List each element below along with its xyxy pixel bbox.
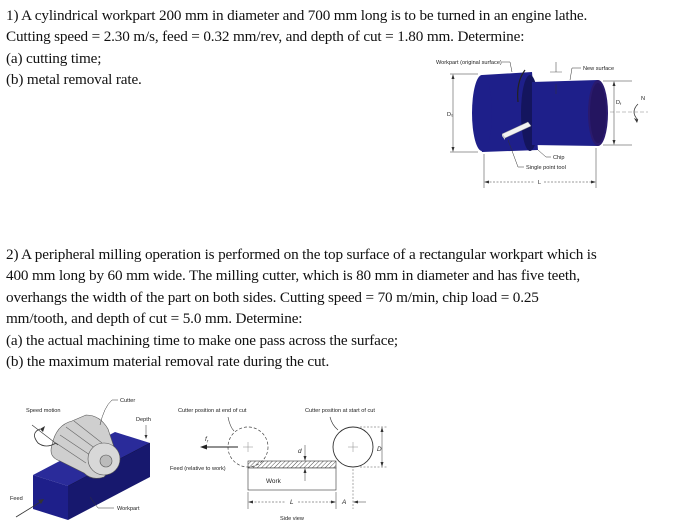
depth-d-label: d [298,448,302,455]
problem-1-part-a: (a) cutting time; [6,50,102,67]
side-view-label: Side view [280,516,304,522]
depth-label: Depth [136,417,151,423]
d0-label: D₀ [447,112,454,118]
problem-2-part-b: (b) the maximum material removal rate during the cut. [6,353,330,370]
new-surface-label: New surface [583,66,615,72]
turning-diagram [420,50,681,200]
cutter-label: Cutter [120,398,136,404]
feed-relative-label: Feed (relative to work) [170,466,226,472]
problem-2-part-a: (a) the actual machining time to make one pass across the surface; [6,332,398,349]
work-label: Work [266,478,281,485]
speed-motion-label: Speed motion [26,408,61,414]
length-l-label: L [538,180,542,186]
problem-2-line-1: 2) A peripheral milling operation is performed on the top surface of a rectangular workpart which is [6,246,597,263]
problem-2-line-3: overhangs the width of the part on both sides. Cutting speed = 70 m/min, chip load = 0.25 [6,289,539,306]
df-label: Df [616,100,622,106]
feed-label: Feed [10,496,23,502]
workpart-original-surface-label: Workpart (original surface) [436,60,502,66]
rotation-n-label: N [641,96,646,102]
approach-a-label: A [342,499,347,506]
workpart-label: Workpart [117,506,140,512]
feed-rate-label: $f_r$ [205,436,209,444]
length-l-label-2: L [290,499,294,506]
problem-2-line-4: mm/tooth, and depth of cut = 5.0 mm. Determine: [6,310,303,327]
milling-isometric-diagram [0,385,180,526]
problem-2-line-2: 400 mm long by 60 mm wide. The milling cutter, which is 80 mm in diameter and has five teeth, [6,267,580,284]
cutter-end-position-label: Cutter position at end of cut [178,408,247,414]
single-point-tool-label: Single point tool [526,165,566,171]
problem-1-line-2: Cutting speed = 2.30 m/s, feed = 0.32 mm/rev, and depth of cut = 1.80 mm. Determine: [6,28,525,45]
cutter-start-position-label: Cutter position at start of cut [305,408,375,414]
diameter-d-label: D [377,446,382,453]
milling-side-view-diagram [170,385,390,526]
problem-1-part-b: (b) metal removal rate. [6,71,142,88]
problem-1-line-1: 1) A cylindrical workpart 200 mm in diameter and 700 mm long is to be turned in an engine lathe. [6,7,588,24]
chip-label: Chip [553,155,565,161]
